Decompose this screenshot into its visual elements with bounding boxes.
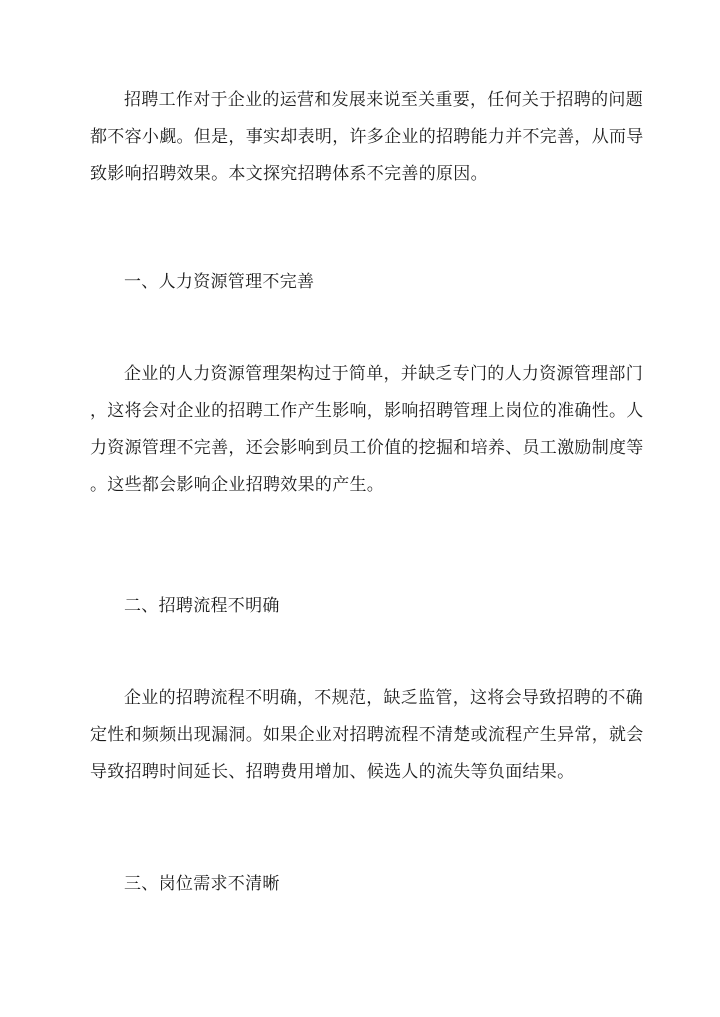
paragraph-line: 定性和频频出现漏洞。如果企业对招聘流程不清楚或流程产生异常，就会 [90,725,644,745]
paragraph-line: 招聘工作对于企业的运营和发展来说至关重要，任何关于招聘的问题 [124,90,643,110]
heading-text: 二、招聘流程不明确 [124,596,280,616]
paragraph-line: 。这些都会影响企业招聘效果的产生。 [90,475,385,495]
paragraph-intro [90,82,644,193]
paragraph-line: 都不容小觑。但是，事实却表明，许多企业的招聘能力并不完善，从而导 [90,127,644,147]
paragraph-line: 导致招聘时间延长、招聘费用增加、候选人的流失等负面结果。 [90,762,575,782]
heading-text: 一、人力资源管理不完善 [124,272,315,292]
paragraph-recruitment-process [90,680,644,791]
paragraph-line: 致影响招聘效果。本文探究招聘体系不完善的原因。 [90,164,488,184]
paragraph-hr-management [90,356,644,504]
paragraph-line: 企业的招聘流程不明确，不规范，缺乏监管，这将会导致招聘的不确 [124,688,643,708]
paragraph-line: 力资源管理不完善，还会影响到员工价值的挖掘和培养、员工激励制度等 [90,438,644,458]
section-heading-3 [90,866,630,903]
paragraph-line: 企业的人力资源管理架构过于简单，并缺乏专门的人力资源管理部门 [124,364,643,384]
section-heading-2 [90,588,630,625]
paragraph-line: ，这将会对企业的招聘工作产生影响，影响招聘管理上岗位的准确性。人 [90,401,644,421]
section-heading-1 [90,264,630,301]
heading-text: 三、岗位需求不清晰 [124,874,280,894]
